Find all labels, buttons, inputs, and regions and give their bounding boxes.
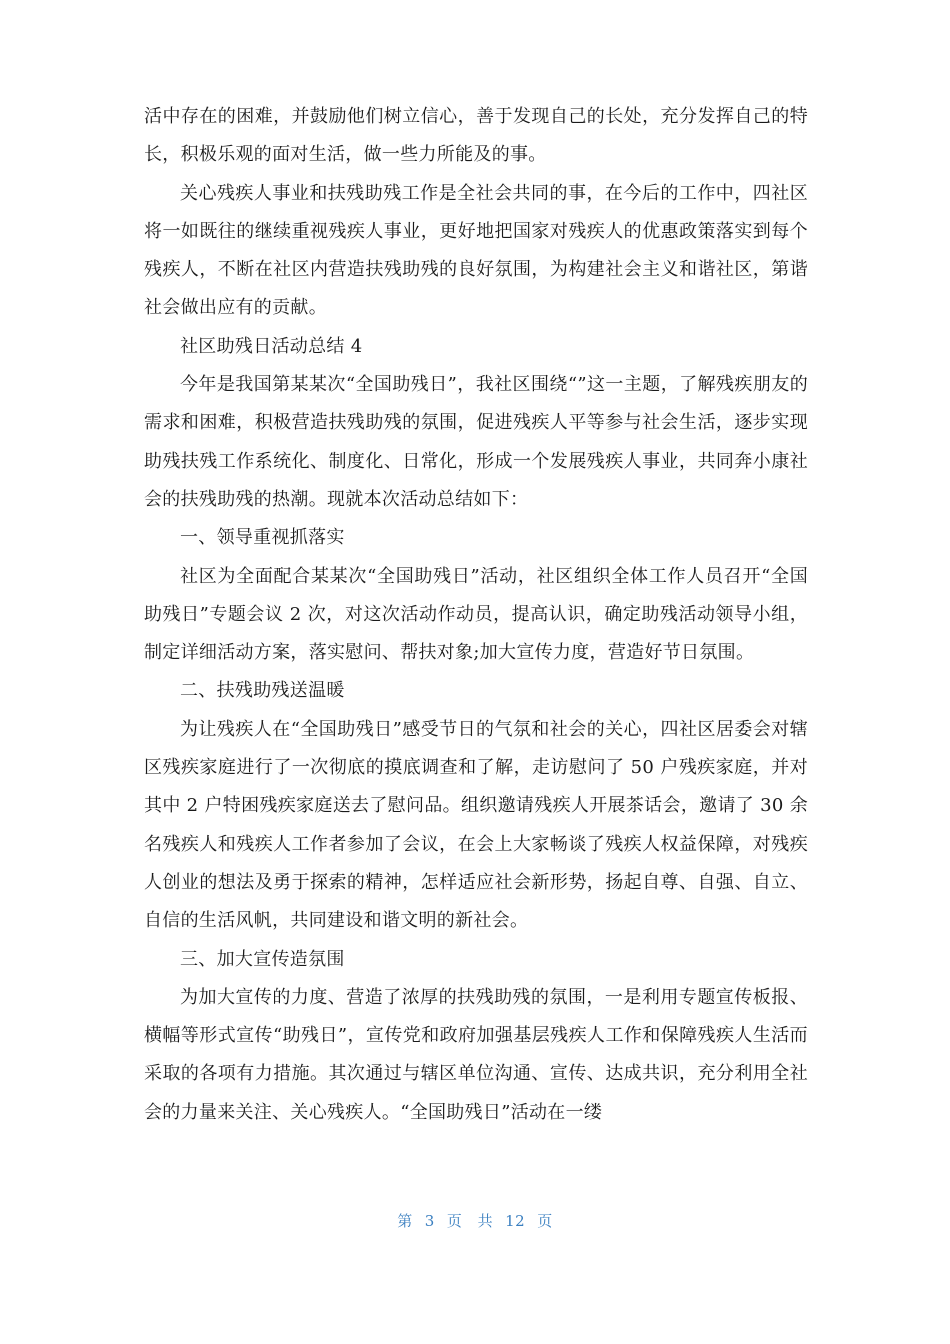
footer-total-pages: 12 <box>505 1212 526 1230</box>
paragraph-section-1: 社区为全面配合某某次“全国助残日”活动，社区组织全体工作人员召开“全国助残日”专题会议 2 次，对这次活动作动员，提高认识，确定助残活动领导小组，制定详细活动方案，落实慰问、帮扶对象;加大宣传力度，营造好节日氛围。 <box>144 565 808 664</box>
paragraph-section-2: 为让残疾人在“全国助残日”感受节日的气氛和社会的关心，四社区居委会对辖区残疾家庭进行了一次彻底的摸底调查和了解，走访慰问了 50 户残疾家庭，并对其中 2 户特困残疾家庭送去了慰问品。组织邀请残疾人开展茶话会，邀请了 30 余名残疾人和残疾人工作者参加了会议，在会上大家畅谈了残疾人权益保障，对残疾人创业的想法及勇于探索的精神，怎样适应社会新形势，扬起自尊、自强、自立、自信的生活风帆，共同建设和谐文明的新社会。 <box>144 718 808 932</box>
footer-label-end: 页 <box>537 1212 553 1230</box>
section-heading-2: 二、扶残助残送温暖 <box>180 680 345 702</box>
section-heading-3: 三、加大宣传造氛围 <box>180 948 345 970</box>
document-body <box>144 98 808 1132</box>
paragraph-intro: 今年是我国第某某次“全国助残日”，我社区围绕“”这一主题，了解残疾朋友的需求和困难，积极营造扶残助残的氛围，促进残疾人平等参与社会生活，逐步实现助残扶残工作系统化、制度化、日常化，形成一个发展残疾人事业，共同奔小康社会的扶残助残的热潮。现就本次活动总结如下： <box>144 374 808 510</box>
page-footer <box>0 1210 950 1231</box>
footer-label-of: 页 共 <box>446 1212 494 1230</box>
section-heading-1: 一、领导重视抓落实 <box>180 527 345 549</box>
paragraph-section-3: 为加大宣传的力度、营造了浓厚的扶残助残的氛围，一是利用专题宣传板报、横幅等形式宣传“助残日”，宣传党和政府加强基层残疾人工作和保障残疾人生活而采取的各项有力措施。其次通过与辖区单位沟通、宣传、达成共识，充分利用全社会的力量来关注、关心残疾人。“全国助残日”活动在一缕 <box>144 986 808 1123</box>
section-heading-summary-4: 社区助残日活动总结 4 <box>180 335 363 357</box>
footer-label-page: 第 <box>397 1212 413 1230</box>
paragraph-2: 关心残疾人事业和扶残助残工作是全社会共同的事，在今后的工作中，四社区将一如既往的继续重视残疾人事业，更好地把国家对残疾人的优惠政策落实到每个残疾人，不断在社区内营造扶残助残的良好氛围，为构建社会主义和谐社区，第谐社会做出应有的贡献。 <box>144 182 808 319</box>
footer-current-page: 3 <box>424 1212 435 1230</box>
paragraph-1: 活中存在的困难，并鼓励他们树立信心，善于发现自己的长处，充分发挥自己的特长，积极乐观的面对生活，做一些力所能及的事。 <box>144 106 808 166</box>
